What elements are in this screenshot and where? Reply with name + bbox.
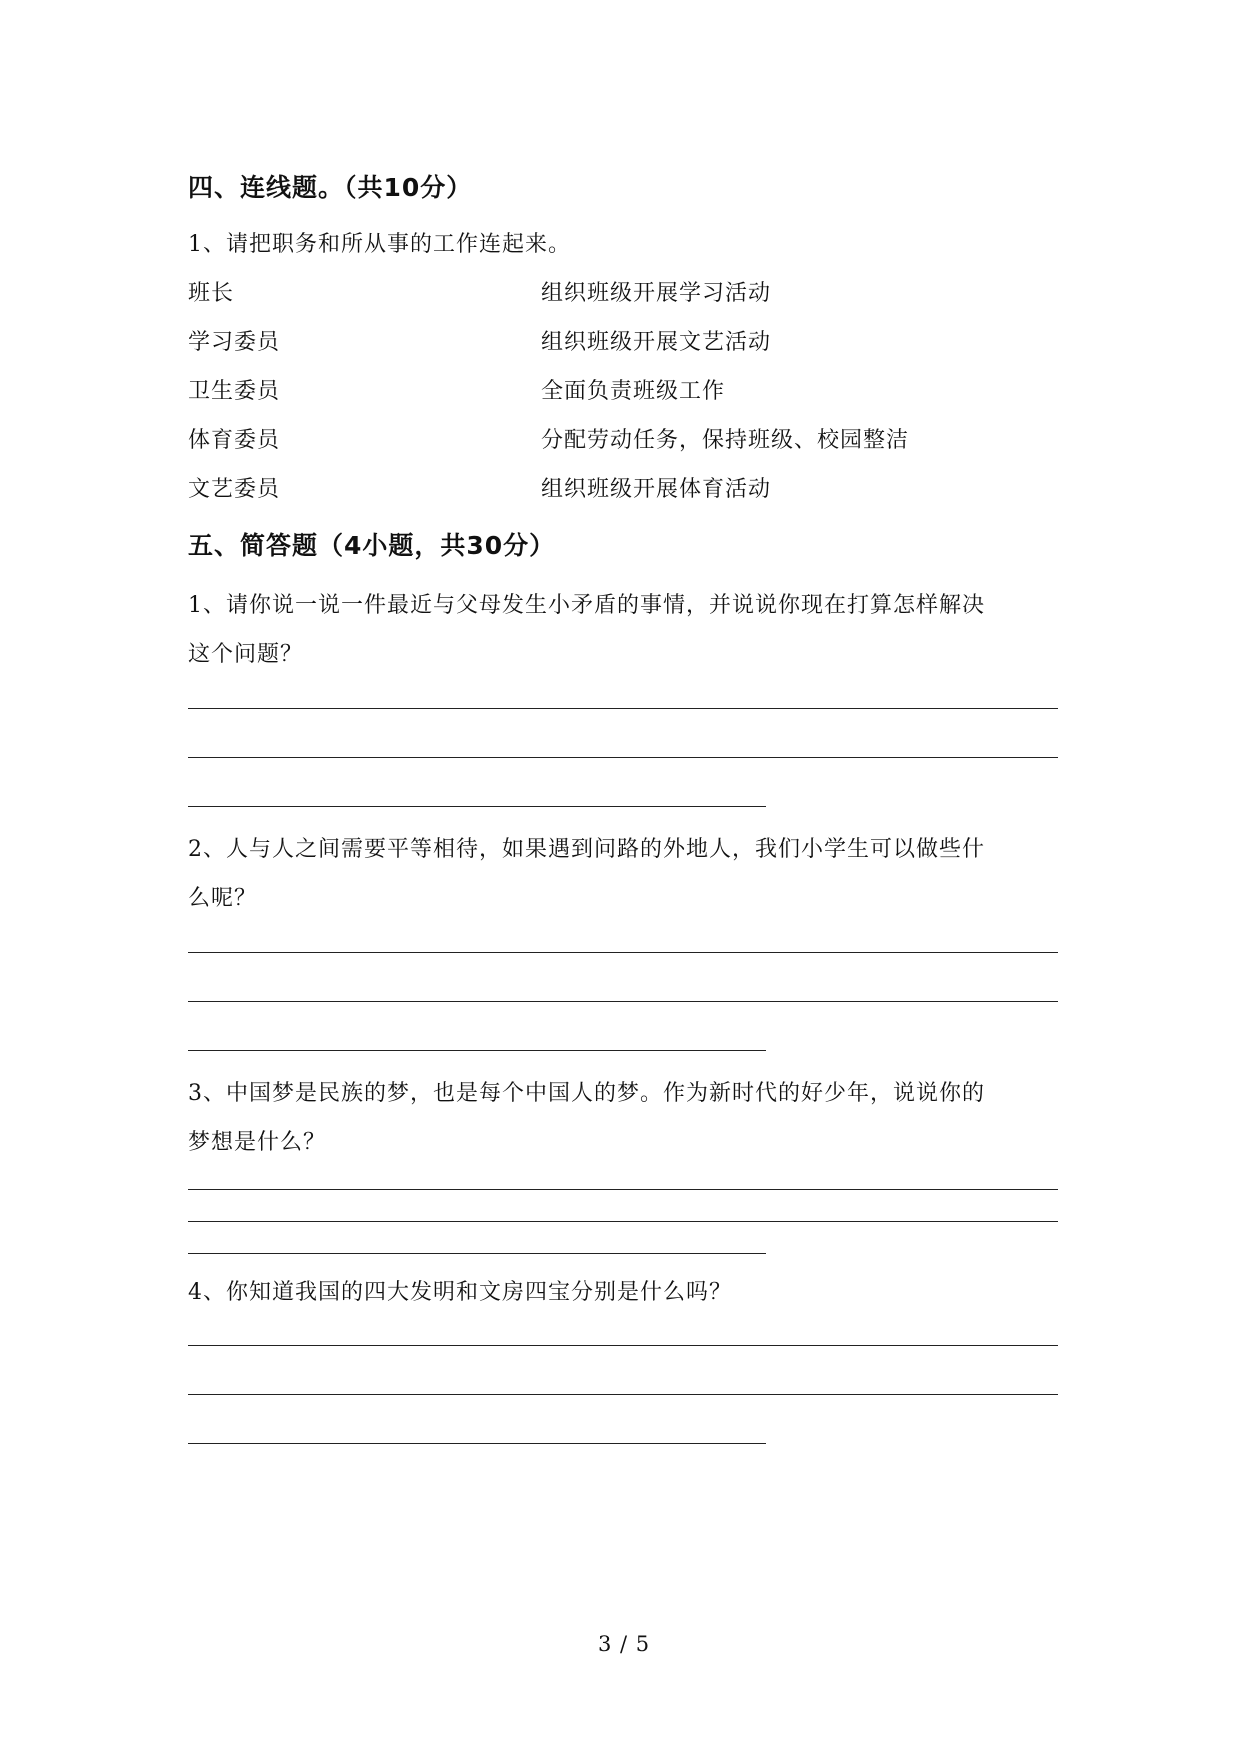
answer-line[interactable] [188,1443,766,1444]
question-3-line1: 3、中国梦是民族的梦，也是每个中国人的梦。作为新时代的好少年，说说你的 [188,1081,985,1106]
duty-item: 组织班级开展学习活动 [541,281,772,306]
section4-heading: 四、连线题。（共10分） [188,173,473,202]
section4-question: 1、请把职务和所从事的工作连起来。 [188,232,571,257]
answer-line[interactable] [188,952,1058,953]
answer-line[interactable] [188,1221,1058,1222]
role-item: 体育委员 [188,428,281,453]
page-number: 3 / 5 [598,1632,651,1656]
answer-line[interactable] [188,1189,1058,1190]
section5-heading: 五、简答题（4小题，共30分） [188,531,556,560]
role-item: 学习委员 [188,330,281,355]
answer-line[interactable] [188,708,1058,709]
answer-line[interactable] [188,806,766,807]
duty-item: 组织班级开展文艺活动 [541,330,772,355]
answer-line[interactable] [188,1050,766,1051]
question-1-line1: 1、请你说一说一件最近与父母发生小矛盾的事情，并说说你现在打算怎样解决 [188,593,985,618]
duty-item: 组织班级开展体育活动 [541,477,772,502]
question-2-line2: 么呢？ [188,886,258,911]
role-item: 文艺委员 [188,477,281,502]
question-1-line2: 这个问题？ [188,642,304,667]
question-4-line1: 4、你知道我国的四大发明和文房四宝分别是什么吗？ [188,1280,732,1305]
question-3-line2: 梦想是什么？ [188,1130,327,1155]
duty-item: 分配劳动任务，保持班级、校园整洁 [541,428,910,453]
role-item: 卫生委员 [188,379,281,404]
answer-line[interactable] [188,1394,1058,1395]
answer-line[interactable] [188,1345,1058,1346]
answer-line[interactable] [188,1001,1058,1002]
role-item: 班长 [188,281,235,306]
duty-item: 全面负责班级工作 [541,379,726,404]
answer-line[interactable] [188,1253,766,1254]
answer-line[interactable] [188,757,1058,758]
question-2-line1: 2、人与人之间需要平等相待，如果遇到问路的外地人，我们小学生可以做些什 [188,837,985,862]
